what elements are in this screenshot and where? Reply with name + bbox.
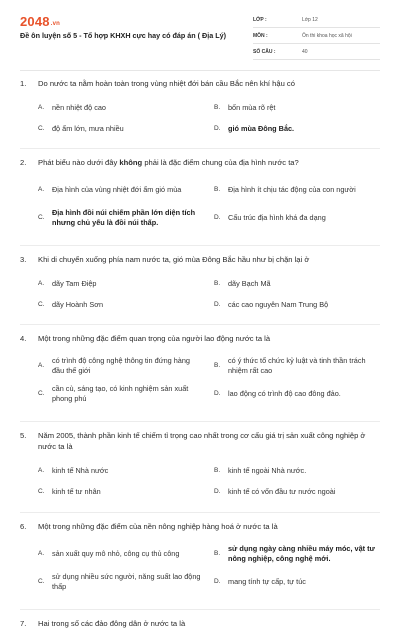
- option-a[interactable]: [20, 273, 204, 294]
- question-text: [38, 158, 299, 167]
- option-letter: B.: [214, 362, 221, 369]
- logo-suffix: .vn: [50, 21, 61, 27]
- stem-part: Phát biểu nào dưới đây: [38, 158, 120, 167]
- option-c[interactable]: [20, 294, 204, 315]
- option-b[interactable]: [204, 97, 380, 118]
- question-number: 1.: [20, 79, 27, 88]
- question-stem: [20, 78, 382, 89]
- option-letter: B.: [214, 279, 221, 287]
- option-a[interactable]: [20, 97, 204, 118]
- option-row: [20, 460, 380, 481]
- stem-part: phải là đặc điểm chung của địa hình nước ta?: [142, 158, 299, 167]
- option-c[interactable]: [20, 118, 204, 139]
- option-grid: [20, 273, 382, 315]
- option-text: kinh tế ngoài Nhà nước.: [228, 465, 307, 475]
- option-d[interactable]: [204, 118, 380, 139]
- site-logo[interactable]: [20, 14, 60, 29]
- option-row: [20, 352, 380, 380]
- option-grid: [20, 176, 382, 232]
- option-c[interactable]: [20, 568, 204, 596]
- document-header: [20, 14, 380, 62]
- option-b[interactable]: [204, 352, 380, 380]
- option-text: sử dụng nhiều sức người, năng suất lao động thấp: [52, 572, 201, 591]
- question-text: Do nước ta nằm hoàn toàn trong vùng nhiệt đới bán cầu Bắc nên khí hậu có: [38, 79, 295, 88]
- option-text: lao động có trình độ cao đông đảo.: [228, 389, 341, 398]
- meta-value: Ôn thi khoa học xã hội: [302, 33, 352, 39]
- question-7: [20, 610, 382, 629]
- option-grid: [20, 540, 382, 596]
- option-letter: C.: [38, 390, 45, 397]
- option-letter: B.: [214, 550, 221, 557]
- meta-label: SỐ CÂU :: [253, 49, 276, 55]
- question-4: [20, 325, 382, 421]
- question-5: [20, 422, 382, 512]
- document-title: Đề ôn luyện số 5 - Tổ hợp KHXH cực hay có đáp án ( Địa Lý): [20, 31, 227, 40]
- meta-value: Lớp 12: [302, 17, 318, 23]
- option-d[interactable]: [204, 568, 380, 596]
- option-row: [20, 568, 380, 596]
- option-grid: [20, 97, 382, 139]
- question-number: 6.: [20, 522, 27, 531]
- question-text: Một trong những đặc điểm quan trọng của người lao động nước ta là: [38, 334, 271, 343]
- option-text: sử dụng ngày càng nhiều máy móc, vật tư nông nghiệp, công nghệ mới.: [228, 544, 375, 563]
- option-letter: B.: [214, 103, 221, 111]
- option-c[interactable]: [20, 204, 204, 232]
- option-letter: B.: [214, 466, 221, 474]
- option-b[interactable]: [204, 460, 380, 481]
- meta-row-class: [253, 14, 380, 28]
- question-number: 5.: [20, 431, 27, 440]
- option-text: dãy Tam Điệp: [52, 278, 97, 288]
- question-text: Hai trong số các đảo đông dân ở nước ta là: [38, 619, 186, 628]
- option-letter: A.: [38, 186, 45, 193]
- option-letter: A.: [38, 279, 45, 287]
- option-grid: [20, 352, 382, 408]
- document-meta: [253, 14, 380, 62]
- option-letter: D.: [214, 390, 221, 397]
- option-letter: A.: [38, 466, 45, 474]
- option-letter: C.: [38, 578, 45, 585]
- question-stem: [20, 157, 382, 168]
- option-text: kinh tế Nhà nước: [52, 465, 109, 475]
- logo-text: 2048: [20, 14, 50, 29]
- option-text: bốn mùa rõ rệt: [228, 102, 276, 112]
- option-d[interactable]: [204, 294, 380, 315]
- option-letter: D.: [214, 300, 221, 308]
- question-2: [20, 149, 382, 245]
- option-c[interactable]: [20, 380, 204, 408]
- option-c[interactable]: [20, 481, 204, 502]
- option-b[interactable]: [204, 540, 380, 568]
- option-row: [20, 540, 380, 568]
- option-letter: D.: [214, 214, 221, 221]
- question-stem: [20, 430, 378, 452]
- option-row: [20, 380, 380, 408]
- option-letter: C.: [38, 487, 45, 495]
- meta-label: LỚP :: [253, 17, 267, 23]
- meta-label: MÔN :: [253, 33, 268, 39]
- question-number: 2.: [20, 158, 27, 167]
- option-text: cần cù, sáng tạo, có kinh nghiệm sản xuất phong phú: [52, 384, 189, 403]
- option-text: Địa hình của vùng nhiệt đới ẩm gió mùa: [52, 185, 182, 194]
- option-text: gió mùa Đông Bắc.: [228, 123, 295, 133]
- option-b[interactable]: [204, 176, 380, 204]
- option-row: [20, 97, 380, 118]
- option-letter: C.: [38, 214, 45, 221]
- option-row: [20, 481, 380, 502]
- stem-emphasis: không: [119, 158, 143, 167]
- option-letter: D.: [214, 487, 221, 495]
- question-3: [20, 246, 382, 324]
- option-text: Địa hình ít chịu tác động của con người: [228, 185, 356, 194]
- option-text: kinh tế có vốn đầu tư nước ngoài: [228, 486, 336, 496]
- option-text: kinh tế tư nhân: [52, 486, 101, 496]
- option-text: nền nhiệt độ cao: [52, 102, 106, 112]
- question-6: [20, 513, 382, 609]
- option-text: có trình độ công nghệ thông tin đứng hàng đầu thế giới: [52, 356, 190, 375]
- option-row: [20, 294, 380, 315]
- option-d[interactable]: [204, 204, 380, 232]
- option-row: [20, 273, 380, 294]
- option-text: Cấu trúc địa hình khá đa dạng: [228, 213, 326, 222]
- meta-row-subject: [253, 30, 380, 44]
- option-a[interactable]: [20, 460, 204, 481]
- option-text: mang tính tự cấp, tự túc: [228, 577, 306, 586]
- option-letter: C.: [38, 300, 45, 308]
- option-d[interactable]: [204, 481, 380, 502]
- option-d[interactable]: [204, 380, 380, 408]
- header-divider: [20, 70, 380, 71]
- option-grid: [20, 460, 382, 502]
- option-text: dãy Bạch Mã: [228, 278, 271, 288]
- option-row: [20, 118, 380, 139]
- option-text: dãy Hoành Sơn: [52, 299, 104, 309]
- option-letter: D.: [214, 578, 221, 585]
- question-number: 4.: [20, 334, 27, 343]
- question-number: 3.: [20, 255, 27, 264]
- option-row: [20, 176, 380, 204]
- option-text: độ ẩm lớn, mưa nhiều: [52, 123, 124, 133]
- option-letter: A.: [38, 103, 45, 111]
- option-text: Địa hình đồi núi chiếm phần lớn diện tích nhưng chủ yếu là đồi núi thấp.: [52, 208, 196, 227]
- meta-row-count: [253, 46, 380, 60]
- meta-value: 40: [302, 49, 308, 55]
- option-text: có ý thức tổ chức kỷ luật và tinh thần trách nhiệm rất cao: [228, 356, 366, 375]
- option-letter: A.: [38, 550, 45, 557]
- option-row: [20, 204, 380, 232]
- option-a[interactable]: [20, 352, 204, 380]
- question-text: Một trong những đặc điểm của nền nông nghiệp hàng hoá ở nước ta là: [38, 522, 278, 531]
- question-stem: [20, 254, 382, 265]
- question-stem: [20, 521, 382, 532]
- question-text: Khi di chuyển xuống phía nam nước ta, gió mùa Đông Bắc hầu như bị chặn lại ở: [38, 255, 310, 264]
- question-list: [20, 78, 382, 629]
- option-letter: B.: [214, 186, 221, 193]
- question-number: 7.: [20, 619, 27, 628]
- question-text: Năm 2005, thành phần kinh tế chiếm tỉ trọng cao nhất trong cơ cấu giá trị sản xuất công nghiệp ở nước ta là: [38, 431, 366, 451]
- option-text: các cao nguyên Nam Trung Bộ: [228, 299, 329, 309]
- option-letter: D.: [214, 124, 221, 132]
- option-text: sản xuất quy mô nhỏ, công cụ thủ công: [52, 549, 180, 558]
- option-a[interactable]: [20, 540, 204, 568]
- option-b[interactable]: [204, 273, 380, 294]
- option-a[interactable]: [20, 176, 204, 204]
- option-letter: C.: [38, 124, 45, 132]
- question-1: [20, 78, 382, 148]
- question-stem: [20, 618, 382, 629]
- option-letter: A.: [38, 362, 45, 369]
- question-stem: [20, 333, 382, 344]
